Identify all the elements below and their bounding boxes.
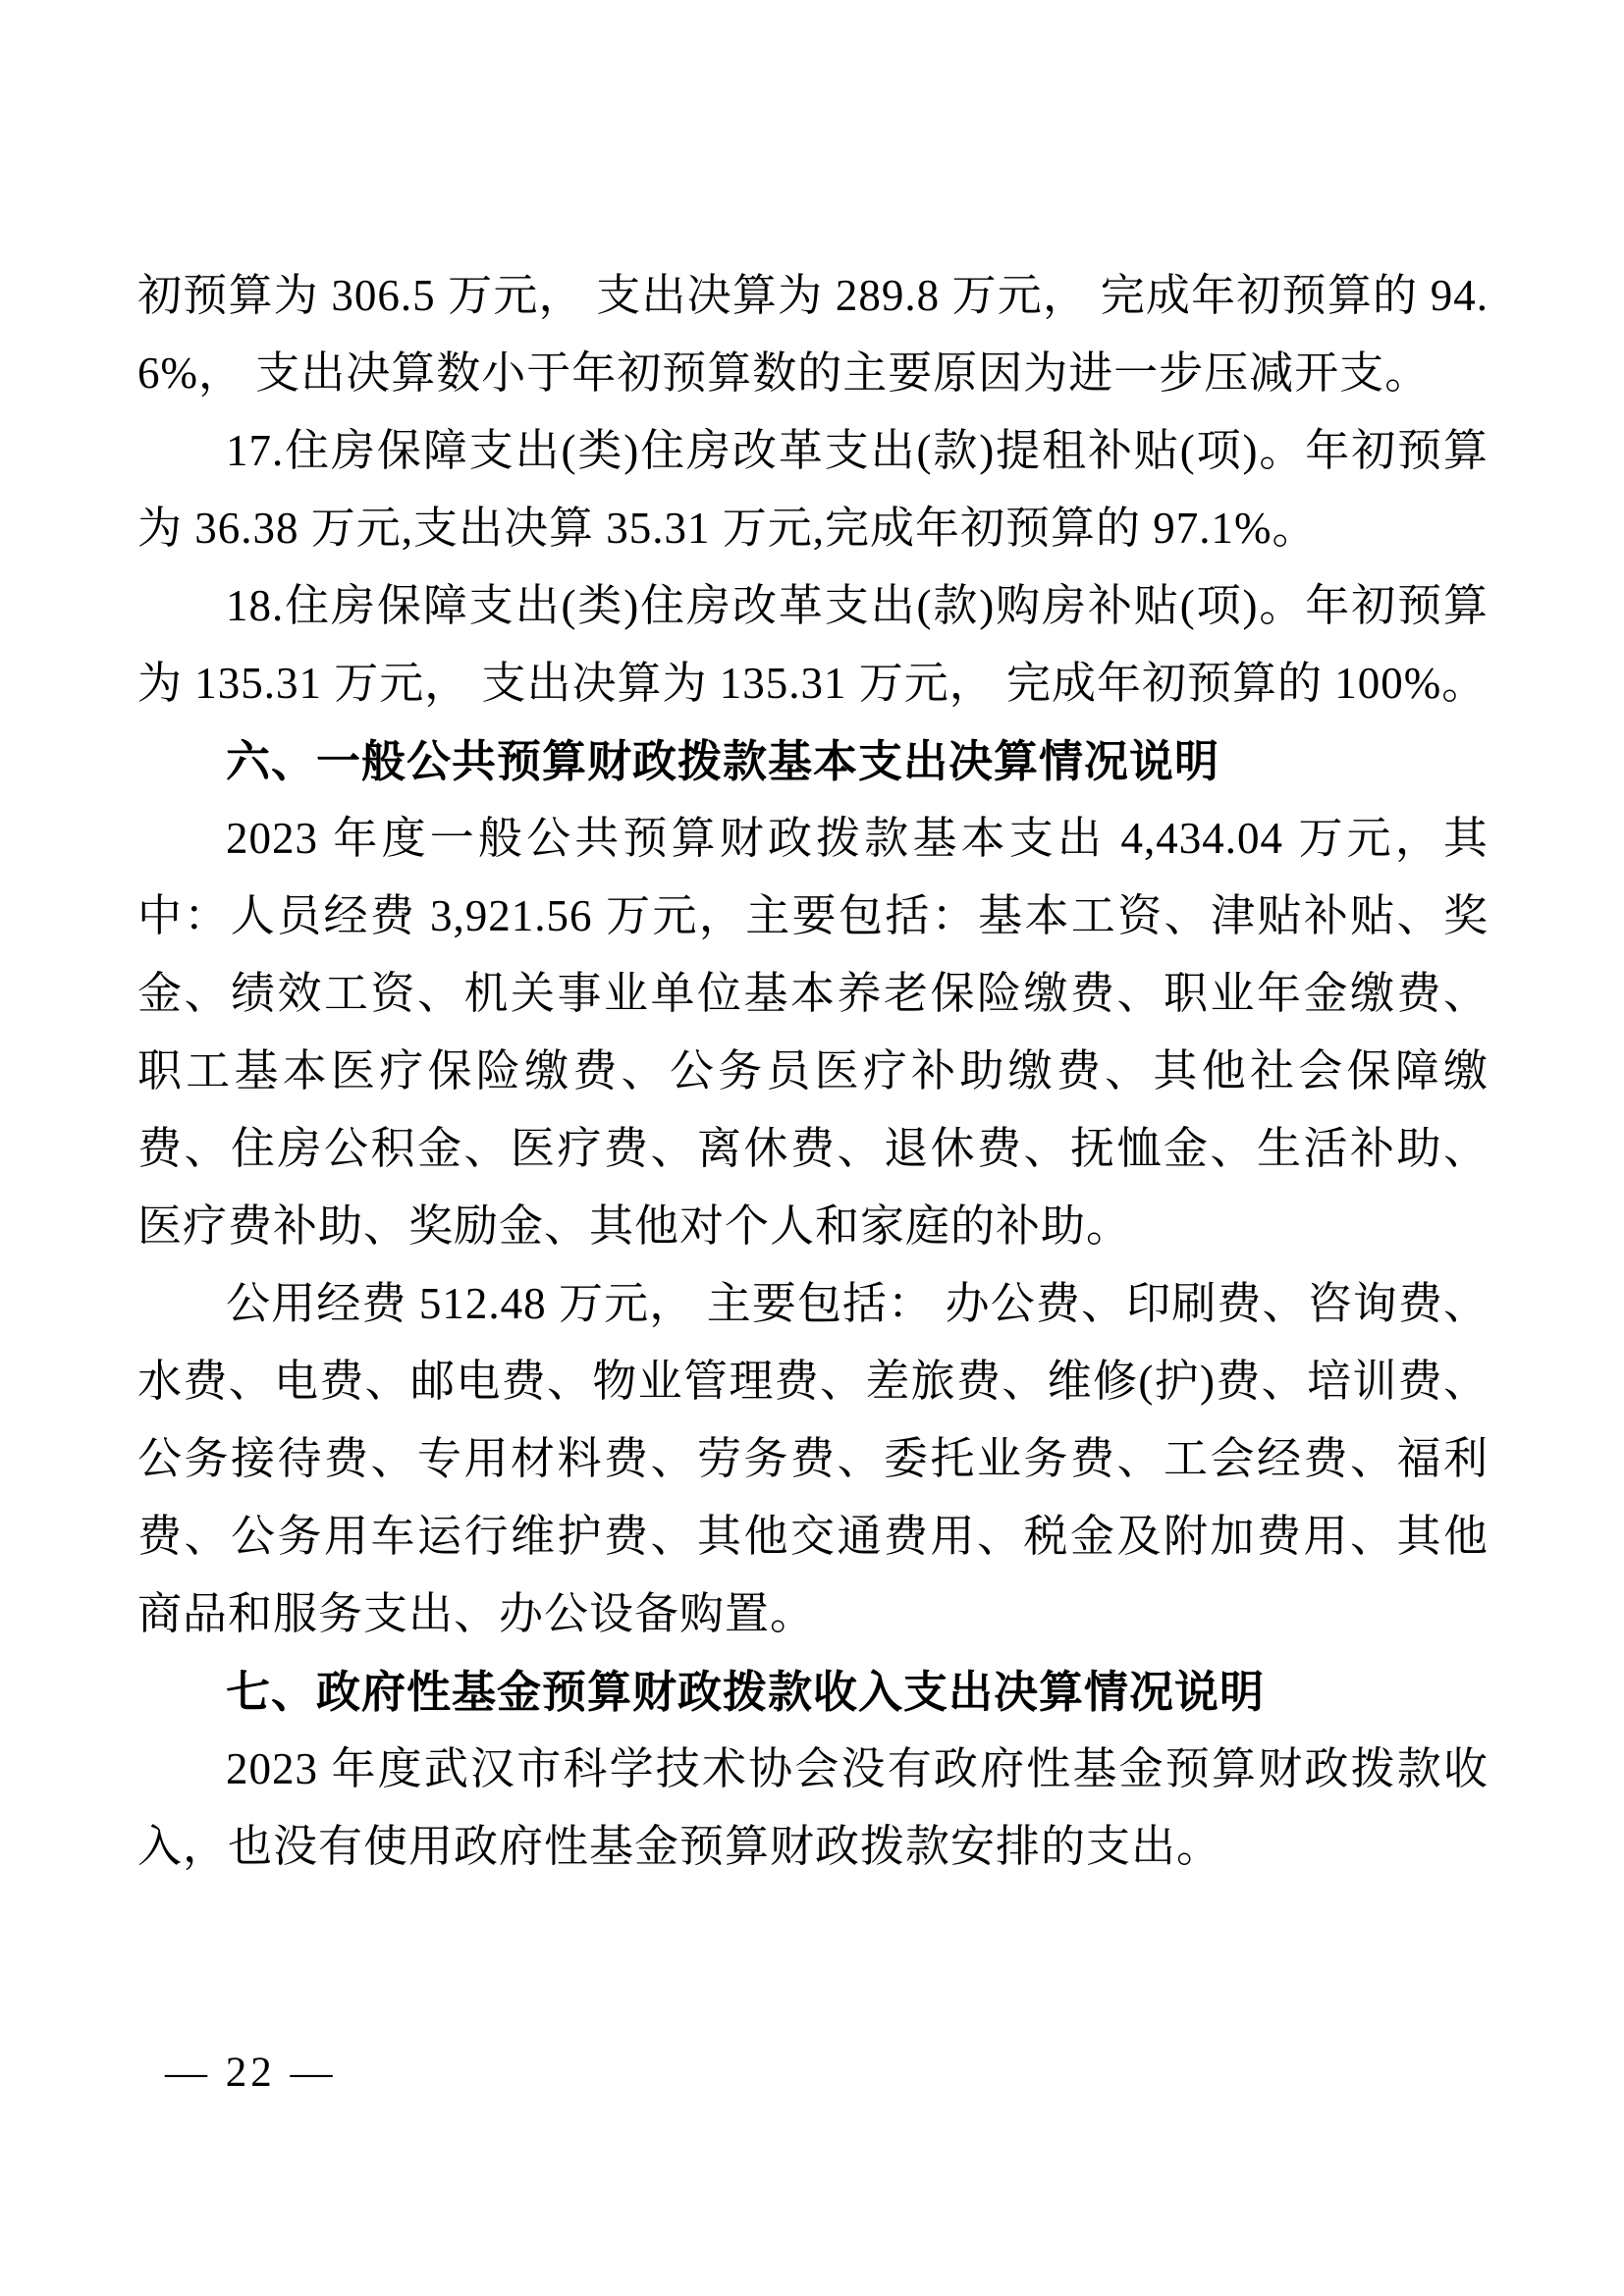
document-body [137,257,1489,1886]
paragraph-budget-continuation: 初预算为 306.5 万元， 支出决算为 289.8 万元， 完成年初预算的 94.6%， 支出决算数小于年初预算数的主要原因为进一步压减开支。 [137,271,1489,398]
section-heading-6-basic-expenditure: 六、一般公共预算财政拨款基本支出决算情况说明 [226,736,1220,786]
paragraph-basic-expenditure-detail: 2023 年度一般公共预算财政拨款基本支出 4,434.04 万元，其中：人员经费 3,921.56 万元，主要包括：基本工资、津贴补贴、奖金、绩效工资、机关事业单位基本养老保险缴费、职业年金缴费、职工基本医疗保险缴费、公务员医疗补助缴费、其他社会保障缴费、住房公积金、医疗费、离休费、退休费、抚恤金、生活补助、医疗费补助、奖励金、其他对个人和家庭的补助。 [137,814,1489,1251]
paragraph-item-17-housing-rent-subsidy: 17.住房保障支出(类)住房改革支出(款)提租补贴(项)。年初预算为 36.38 万元,支出决算 35.31 万元,完成年初预算的 97.1%。 [137,426,1489,553]
paragraph-item-18-housing-purchase-subsidy: 18.住房保障支出(类)住房改革支出(款)购房补贴(项)。年初预算为 135.31 万元， 支出决算为 135.31 万元， 完成年初预算的 100%。 [137,581,1489,708]
section-heading-7-government-fund: 七、政府性基金预算财政拨款收入支出决算情况说明 [226,1667,1266,1717]
page-number: — 22 — [165,2050,337,2096]
paragraph-public-funds-detail: 公用经费 512.48 万元， 主要包括： 办公费、印刷费、咨询费、水费、电费、邮电费、物业管理费、差旅费、维修(护)费、培训费、公务接待费、专用材料费、劳务费、委托业务费、工会经费、福利费、公务用车运行维护费、其他交通费用、税金及附加费用、其他商品和服务支出、办公设备购置。 [137,1279,1489,1638]
paragraph-government-fund-detail: 2023 年度武汉市科学技术协会没有政府性基金预算财政拨款收入，也没有使用政府性基金预算财政拨款安排的支出。 [137,1744,1489,1871]
